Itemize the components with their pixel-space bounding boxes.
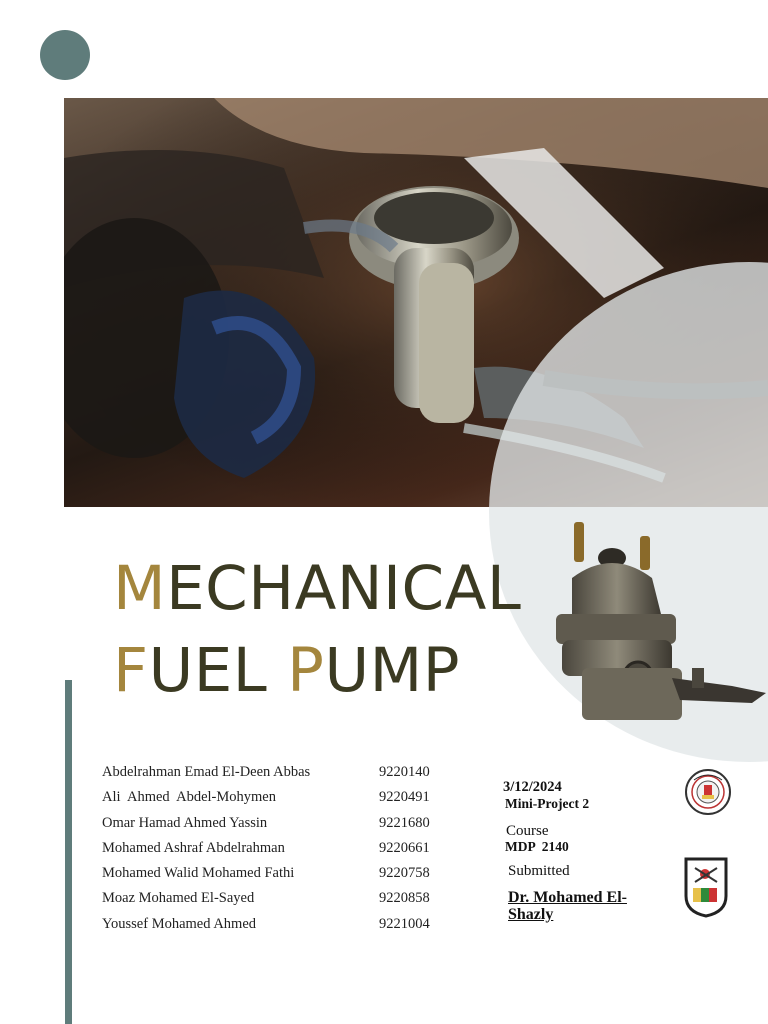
project-name: Mini-Project 2 xyxy=(505,796,590,811)
accent-bar xyxy=(65,680,72,1024)
member-row xyxy=(102,840,462,865)
member-id: 9220140 xyxy=(379,764,430,780)
course-code: MDP 2140 xyxy=(505,839,569,854)
decorative-dot xyxy=(40,30,90,80)
member-row xyxy=(102,815,462,840)
university-seal-logo xyxy=(684,768,732,816)
member-name: Mohamed Walid Mohamed Fathi xyxy=(102,865,295,882)
member-row xyxy=(102,789,462,814)
member-id: 9220858 xyxy=(379,890,430,907)
member-name: Moaz Mohamed El-Sayed xyxy=(102,890,255,907)
course-label: Course xyxy=(506,823,549,839)
title-line-1: MECHANICAL xyxy=(113,553,522,624)
team-members-list xyxy=(102,764,462,941)
member-id: 9221004 xyxy=(379,915,430,932)
member-row xyxy=(102,890,462,915)
member-row xyxy=(102,764,462,789)
date: 3/12/2024 xyxy=(503,779,562,795)
member-name: Mohamed Ashraf Abdelrahman xyxy=(102,839,285,856)
member-name: Omar Hamad Ahmed Yassin xyxy=(102,814,268,831)
member-id: 9220661 xyxy=(379,839,430,856)
member-id: 9220491 xyxy=(379,789,430,806)
submitted-label: Submitted xyxy=(508,863,570,879)
member-id: 9220758 xyxy=(379,865,430,882)
member-row xyxy=(102,916,462,941)
member-name: Abdelrahman Emad El-Deen Abbas xyxy=(102,764,311,780)
member-row xyxy=(102,865,462,890)
member-name: Youssef Mohamed Ahmed xyxy=(102,915,256,932)
supervisor-name: Dr. Mohamed El-Shazly xyxy=(508,889,627,923)
member-name: Ali Ahmed Abdel-Mohymen xyxy=(102,789,276,806)
member-id: 9221680 xyxy=(379,814,430,831)
fuel-pump-image xyxy=(552,518,768,723)
title-line-2: FUEL PUMP xyxy=(113,635,461,706)
document-title xyxy=(113,548,521,712)
faculty-crest-logo xyxy=(683,856,729,918)
